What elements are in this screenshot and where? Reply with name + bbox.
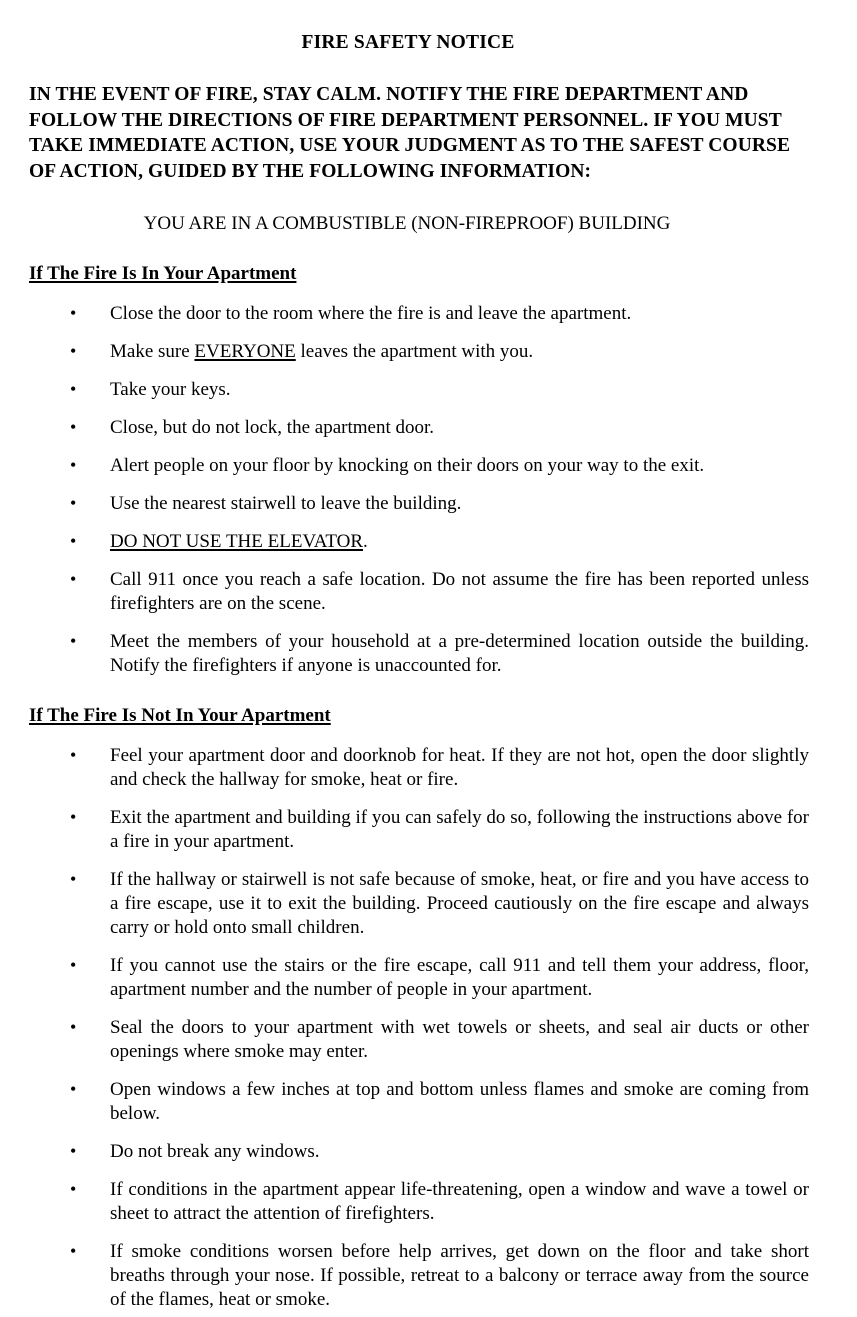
list-item: [29, 492, 809, 516]
list-item-text: Use the nearest stairwell to leave the building.: [110, 493, 462, 514]
section-fire-not-in-apartment: [29, 704, 809, 1312]
list-item-text: Meet the members of your household at a pre-determined location outside the building. Notify the firefighters if anyone is unaccounted for.: [110, 631, 809, 676]
list-item-text: If smoke conditions worsen before help arrives, get down on the floor and take short breaths through your nose. If possible, retreat to a balcony or terrace away from the source of the flames, heat or smoke.: [110, 1241, 809, 1310]
list-item-text: Close the door to the room where the fire is and leave the apartment.: [110, 303, 632, 324]
building-type-line: YOU ARE IN A COMBUSTIBLE (NON-FIREPROOF) BUILDING: [143, 213, 671, 234]
section-fire-in-apartment: [29, 262, 809, 678]
list-item: [29, 1016, 809, 1064]
section-heading-fire-not-in-apartment: [29, 704, 809, 728]
section-heading-text: If The Fire Is In Your Apartment: [29, 263, 297, 284]
list-item-text: Feel your apartment door and doorknob for heat. If they are not hot, open the door slightly and check the hallway for smoke, heat or fire.: [110, 745, 809, 790]
intro-paragraph: [29, 82, 809, 184]
list-item: [29, 630, 809, 678]
list-item-text: Take your keys.: [110, 379, 231, 400]
list-item: [29, 868, 809, 940]
list-item: [29, 1140, 809, 1164]
list-item: [29, 530, 809, 554]
list-item-text: leaves the apartment with you.: [295, 341, 534, 362]
list-item: [29, 340, 809, 364]
list-item-text: Alert people on your floor by knocking on their doors on your way to the exit.: [110, 455, 705, 476]
list-item-emphasis: EVERYONE: [194, 341, 296, 362]
list-item-text: .: [363, 531, 368, 552]
list-item: [29, 806, 809, 854]
list-item-text: Close, but do not lock, the apartment door.: [110, 417, 435, 438]
bullet-list-fire-not-in-apartment: [29, 744, 809, 1312]
section-heading-fire-in-apartment: [29, 262, 809, 286]
list-item: [29, 954, 809, 1002]
intro-paragraph-text: IN THE EVENT OF FIRE, STAY CALM. NOTIFY THE FIRE DEPARTMENT AND FOLLOW THE DIRECTIONS OF FIRE DEPARTMENT PERSONNEL. IF YOU MUST TAKE IMMEDIATE ACTION, USE YOUR JUDGMENT AS TO THE SAFEST COURSE OF ACTION, GUIDED BY THE FOLLOWING INFORMATION:: [29, 84, 791, 182]
list-item: [29, 416, 809, 440]
list-item: [29, 378, 809, 402]
list-item-emphasis: DO NOT USE THE ELEVATOR: [110, 531, 363, 552]
list-item-text: If the hallway or stairwell is not safe because of smoke, heat, or fire and you have access to a fire escape, use it to exit the building. Proceed cautiously on the fire escape and always carry or hold onto small children.: [110, 869, 809, 938]
list-item: [29, 302, 809, 326]
section-heading-text: If The Fire Is Not In Your Apartment: [29, 705, 331, 726]
list-item: [29, 1178, 809, 1226]
list-item-text: Do not break any windows.: [110, 1141, 320, 1162]
list-item-text: Make sure: [110, 341, 195, 362]
list-item: [29, 568, 809, 616]
list-item-text: Open windows a few inches at top and bottom unless flames and smoke are coming from below.: [110, 1079, 809, 1124]
list-item: [29, 744, 809, 792]
list-item-text: If you cannot use the stairs or the fire escape, call 911 and tell them your address, floor, apartment number and the number of people in your apartment.: [110, 955, 809, 1000]
list-item-text: Seal the doors to your apartment with wet towels or sheets, and seal air ducts or other openings where smoke may enter.: [110, 1017, 809, 1062]
list-item-text: Exit the apartment and building if you can safely do so, following the instructions above for a fire in your apartment.: [110, 807, 809, 852]
list-item: [29, 1078, 809, 1126]
list-item: [29, 1240, 809, 1312]
list-item: [29, 454, 809, 478]
page-title: FIRE SAFETY NOTICE: [301, 32, 515, 53]
bullet-list-fire-in-apartment: [29, 302, 809, 678]
list-item-text: If conditions in the apartment appear life-threatening, open a window and wave a towel or sheet to attract the attention of firefighters.: [110, 1179, 809, 1224]
list-item-text: Call 911 once you reach a safe location. Do not assume the fire has been reported unless firefighters are on the scene.: [110, 569, 809, 614]
